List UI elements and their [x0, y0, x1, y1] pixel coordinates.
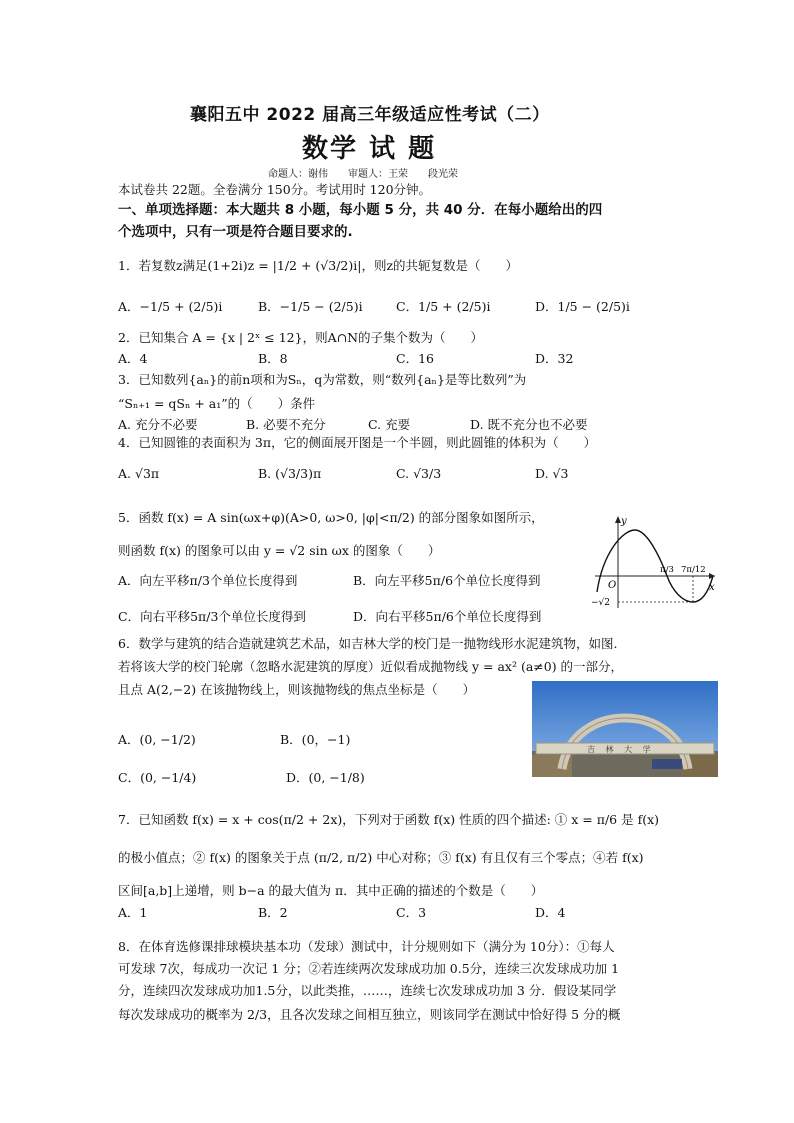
q6-stem-line2: 若将该大学的校门轮廓（忽略水泥建筑的厚度）近似看成抛物线 y = ax² (a≠0) 的一部分，	[118, 659, 624, 674]
q6-stem-line3: 且点 A(2,−2) 在该抛物线上，则该抛物线的焦点坐标是（ ）	[118, 682, 476, 697]
q2-stem: 2．已知集合 A = {x | 2ˣ ≤ 12}，则A∩N的子集个数为（ ）	[118, 330, 484, 345]
q6-option-a: A．(0, −1/2)	[118, 732, 196, 747]
q5-stem-line2: 则函数 f(x) 的图象可以由 y = √2 sin ωx 的图象（ ）	[118, 543, 441, 558]
q4-option-d: D. √3	[535, 466, 569, 481]
q2-option-b: B．8	[258, 351, 288, 366]
q2-option-d: D．32	[535, 351, 574, 366]
q4-option-b: B. (√3/3)π	[258, 466, 322, 481]
q3-stem-line1: 3．已知数列{aₙ}的前n项和为Sₙ，q为常数，则“数列{aₙ}是等比数列”为	[118, 372, 527, 387]
q5-option-d: D．向右平移5π/6个单位长度得到	[353, 609, 542, 624]
q3-option-c: C. 充要	[368, 417, 411, 432]
exam-intro: 本试卷共 22题。全卷满分 150分。考试用时 120分钟。	[118, 182, 432, 197]
q1-option-b: B．−1/5 − (2/5)i	[258, 299, 363, 314]
q6-stem-line1: 6．数学与建筑的结合造就建筑艺术品，如吉林大学的校门是一抛物线形水泥建筑物，如图.	[118, 636, 618, 651]
q6-option-d: D．(0, −1/8)	[286, 770, 365, 785]
q6-option-c: C．(0, −1/4)	[118, 770, 197, 785]
q3-stem-line2: “Sₙ₊₁ = qSₙ + a₁”的（ ）条件	[118, 396, 316, 411]
q7-stem-line1: 7．已知函数 f(x) = x + cos(π/2 + 2x)，下列对于函数 f(x) 性质的四个描述: ① x = π/6 是 f(x)	[118, 812, 660, 827]
y-axis-label: y	[621, 516, 627, 527]
q2-option-a: A．4	[118, 351, 148, 366]
gate-sign-text: 吉 林 大 学	[587, 745, 655, 754]
q5-sine-graph	[585, 512, 720, 612]
q1-option-a: A．−1/5 + (2/5)i	[118, 299, 223, 314]
tick-7pi-12: 7π/12	[681, 565, 706, 575]
q4-option-c: C. √3/3	[396, 466, 442, 481]
q4-option-a: A. √3π	[118, 466, 160, 481]
q1-option-d: D．1/5 − (2/5)i	[535, 299, 630, 314]
q8-line2: 可发球 7次，每成功一次记 1 分；②若连续两次发球成功加 0.5分，连续三次发球成功加 1	[118, 961, 620, 976]
origin-label: O	[608, 580, 617, 591]
q7-option-c: C．3	[396, 905, 427, 920]
x-axis-label: x	[709, 582, 715, 593]
exam-subject: 数学 试 题	[302, 134, 437, 164]
q6-option-b: B．(0，−1)	[280, 732, 351, 747]
q5-stem-line1: 5．函数 f(x) = A sin(ωx+φ)(A>0, ω>0, |φ|<π/2) 的部分图象如图所示，	[118, 510, 544, 525]
tick-pi-3: π/3	[660, 565, 674, 575]
q1-option-c: C．1/5 + (2/5)i	[396, 299, 491, 314]
q2-option-c: C．16	[396, 351, 434, 366]
q5-option-c: C．向右平移5π/3个单位长度得到	[118, 609, 306, 624]
q7-stem-line3: 区间[a,b]上递增，则 b−a 的最大值为 π．其中正确的描述的个数是（ ）	[118, 883, 544, 898]
q5-option-a: A．向左平移π/3个单位长度得到	[118, 573, 298, 588]
q7-option-a: A．1	[118, 905, 148, 920]
q3-option-b: B. 必要不充分	[246, 417, 326, 432]
vehicle	[652, 759, 682, 769]
q7-stem-line2: 的极小值点；② f(x) 的图象关于点 (π/2, π/2) 中心对称；③ f(x) 有且仅有三个零点；④若 f(x)	[118, 850, 644, 865]
university-gate-photo	[532, 681, 718, 777]
exam-authors: 命题人：谢伟 审题人：王荣 段光荣	[268, 169, 458, 180]
q3-option-a: A. 充分不必要	[118, 417, 198, 432]
q1-stem: 1．若复数z满足(1+2i)z = |1/2 + (√3/2)i|，则z的共轭复数是（ ）	[118, 258, 519, 273]
q8-line1: 8．在体育选修课排球模块基本功（发球）测试中，计分规则如下（满分为 10分）：①每人	[118, 939, 615, 954]
section-heading-line1: 一、单项选择题：本大题共 8 小题，每小题 5 分，共 40 分．在每小题给出的四	[118, 202, 603, 218]
q7-option-d: D．4	[535, 905, 566, 920]
q8-line4: 每次发球成功的概率为 2/3，且各次发球之间相互独立，则该同学在测试中恰好得 5 分的概	[118, 1007, 621, 1022]
q3-option-d: D. 既不充分也不必要	[470, 417, 588, 432]
q4-stem: 4．已知圆锥的表面积为 3π，它的侧面展开图是一个半圆，则此圆锥的体积为（ ）	[118, 435, 597, 450]
q8-line3: 分，连续四次发球成功加1.5分，以此类推，……，连续七次发球成功加 3 分．假设某同学	[118, 983, 617, 998]
min-value-label: −√2	[591, 598, 611, 608]
exam-title: 襄阳五中 2022 届高三年级适应性考试（二）	[190, 105, 550, 125]
section-heading-line2: 个选项中，只有一项是符合题目要求的.	[118, 224, 353, 240]
q5-option-b: B．向左平移5π/6个单位长度得到	[353, 573, 541, 588]
q7-option-b: B．2	[258, 905, 288, 920]
